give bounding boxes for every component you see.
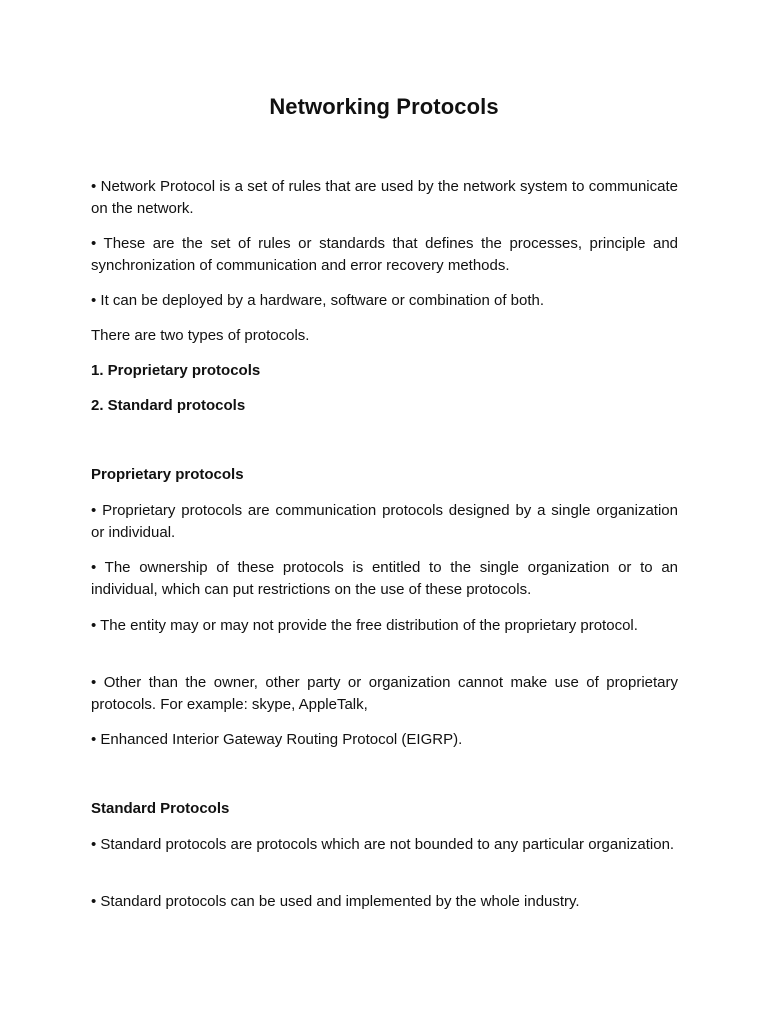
type-item-standard: 2. Standard protocols — [91, 397, 246, 414]
type-item-proprietary: 1. Proprietary protocols — [91, 362, 261, 379]
standard-bullet-2: • Standard protocols can be used and implemented by the whole industry. — [91, 893, 580, 910]
proprietary-bullet-1: • Proprietary protocols are communication protocols designed by a single organization or individual. — [91, 502, 678, 541]
page-title: Networking Protocols — [269, 94, 499, 119]
proprietary-bullet-4: • Other than the owner, other party or organization cannot make use of proprietary protocols. For example: skype, AppleTalk, — [91, 674, 678, 713]
proprietary-bullet-3: • The entity may or may not provide the free distribution of the proprietary protocol. — [91, 617, 638, 634]
intro-bullet-2: • These are the set of rules or standards that defines the processes, principle and synchronization of communication and error recovery methods. — [91, 235, 678, 274]
standard-heading: Standard Protocols — [91, 800, 230, 817]
types-intro: There are two types of protocols. — [91, 327, 310, 344]
proprietary-bullet-5: • Enhanced Interior Gateway Routing Protocol (EIGRP). — [91, 731, 463, 748]
proprietary-bullet-2: • The ownership of these protocols is entitled to the single organization or to an individual, which can put restrictions on the use of these protocols. — [91, 559, 678, 598]
intro-bullet-1: • Network Protocol is a set of rules that are used by the network system to communicate on the network. — [91, 178, 678, 217]
standard-bullet-1: • Standard protocols are protocols which are not bounded to any particular organization. — [91, 836, 675, 853]
intro-bullet-3: • It can be deployed by a hardware, software or combination of both. — [91, 292, 545, 309]
proprietary-heading: Proprietary protocols — [91, 466, 244, 483]
